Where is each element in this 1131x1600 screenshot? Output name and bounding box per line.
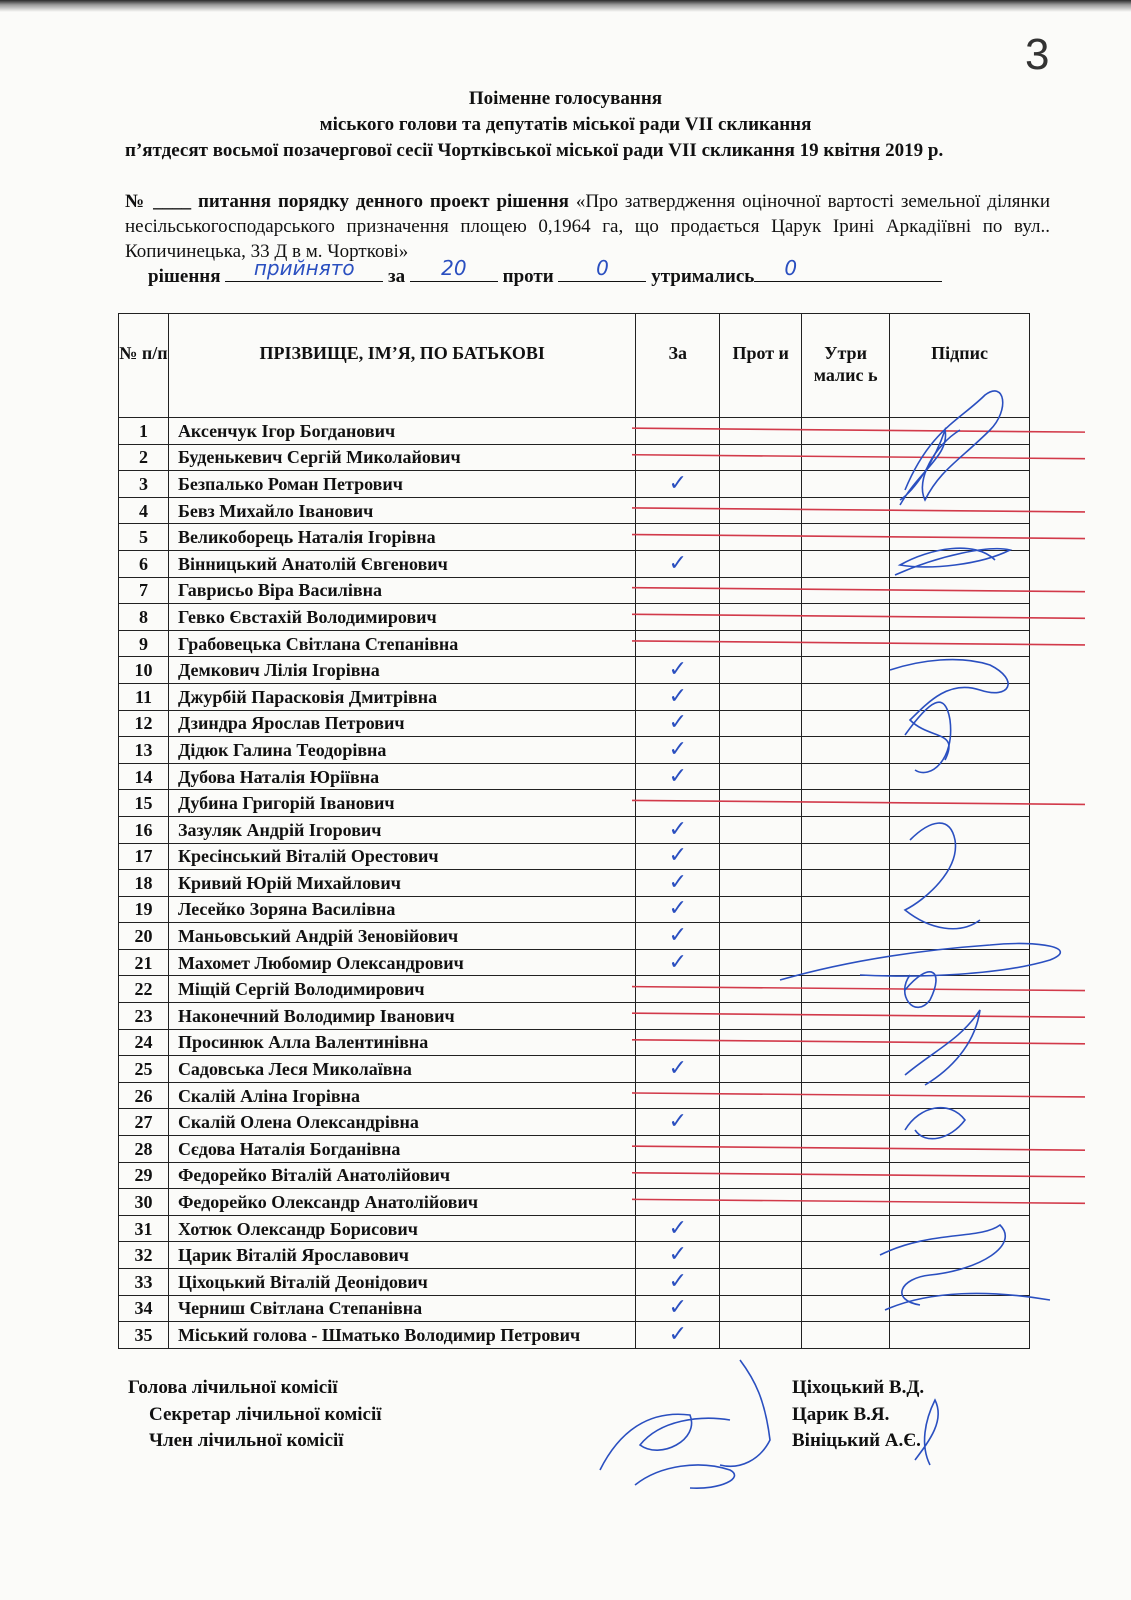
- deputy-name: Царик Віталій Ярославович: [168, 1242, 635, 1269]
- row-number: 23: [119, 1003, 169, 1030]
- vote-for-cell: [636, 604, 720, 631]
- vote-for-cell: ✓: [636, 737, 720, 764]
- signature-cell: [890, 524, 1030, 551]
- row-number: 1: [119, 418, 169, 445]
- row-number: 14: [119, 763, 169, 790]
- signature-cell: [890, 1322, 1030, 1349]
- abstain-count: 0: [784, 256, 798, 280]
- vote-abstain-cell: [802, 976, 890, 1003]
- table-row: [119, 870, 1030, 897]
- row-number: 12: [119, 710, 169, 737]
- table-row: [119, 418, 1030, 445]
- page-number: 3: [1025, 30, 1050, 79]
- vote-against-cell: [720, 976, 802, 1003]
- row-number: 20: [119, 923, 169, 950]
- table-row: [119, 1003, 1030, 1030]
- row-number: 13: [119, 737, 169, 764]
- vote-against-cell: [720, 1082, 802, 1109]
- table-row: [119, 471, 1030, 498]
- table-row: [119, 1029, 1030, 1056]
- vote-against-cell: [720, 524, 802, 551]
- vote-abstain-cell: [802, 790, 890, 817]
- vote-abstain-cell: [802, 1215, 890, 1242]
- signature-cell: [890, 577, 1030, 604]
- deputy-name: Дзиндра Ярослав Петрович: [168, 710, 635, 737]
- vote-abstain-cell: [802, 763, 890, 790]
- row-number: 34: [119, 1295, 169, 1322]
- deputy-name: Гаврисьо Віра Василівна: [168, 577, 635, 604]
- table-row: [119, 550, 1030, 577]
- signature-cell: [890, 790, 1030, 817]
- signature-cell: [890, 1162, 1030, 1189]
- row-number: 27: [119, 1109, 169, 1136]
- vote-against-cell: [720, 1215, 802, 1242]
- session-line: п’ятдесят восьмої позачергової сесії Чортківської міської ради VII скликання 19 квітня 2019 р.: [125, 140, 944, 161]
- vote-against-cell: [720, 471, 802, 498]
- footer-signature-1: [600, 1414, 730, 1470]
- vote-against-cell: [720, 737, 802, 764]
- signature-cell: [890, 471, 1030, 498]
- vote-for-cell: ✓: [636, 1242, 720, 1269]
- vote-against-cell: [720, 790, 802, 817]
- deputy-name: Міщій Сергій Володимирович: [168, 976, 635, 1003]
- vote-against-cell: [720, 1295, 802, 1322]
- vote-against-cell: [720, 1029, 802, 1056]
- table-row: [119, 763, 1030, 790]
- vote-against-cell: [720, 843, 802, 870]
- signature-cell: [890, 497, 1030, 524]
- vote-for-cell: [636, 630, 720, 657]
- vote-for-cell: [636, 1162, 720, 1189]
- vote-against-cell: [720, 816, 802, 843]
- vote-abstain-cell: [802, 870, 890, 897]
- vote-for-cell: ✓: [636, 1322, 720, 1349]
- vote-abstain-cell: [802, 843, 890, 870]
- vote-against-cell: [720, 896, 802, 923]
- vote-abstain-cell: [802, 1056, 890, 1083]
- table-row: [119, 710, 1030, 737]
- vote-against-cell: [720, 1242, 802, 1269]
- signature-cell: [890, 1082, 1030, 1109]
- deputy-name: Хотюк Олександр Борисович: [168, 1215, 635, 1242]
- row-number: 21: [119, 949, 169, 976]
- vote-abstain-cell: [802, 550, 890, 577]
- vote-for-cell: ✓: [636, 657, 720, 684]
- decision-line: [148, 256, 1028, 288]
- chair-label: Голова лічильної комісії: [128, 1377, 338, 1398]
- vote-for-cell: [636, 524, 720, 551]
- deputy-name: Дубова Наталія Юріївна: [168, 763, 635, 790]
- deputy-name: Грабовецька Світлана Степанівна: [168, 630, 635, 657]
- vote-against-cell: [720, 870, 802, 897]
- row-number: 8: [119, 604, 169, 631]
- vote-for-cell: ✓: [636, 843, 720, 870]
- header-name: ПРІЗВИЩЕ, ІМ’Я, ПО БАТЬКОВІ: [168, 314, 635, 418]
- voting-table: [118, 313, 1030, 1349]
- secretary-label: Секретар лічильної комісії: [149, 1404, 382, 1425]
- signature-cell: [890, 550, 1030, 577]
- vote-against-cell: [720, 1109, 802, 1136]
- vote-against-cell: [720, 604, 802, 631]
- deputy-name: Федорейко Віталій Анатолійович: [168, 1162, 635, 1189]
- against-label: проти: [502, 266, 554, 287]
- signature-cell: [890, 1136, 1030, 1163]
- table-row: [119, 577, 1030, 604]
- header-against: Прот и: [720, 314, 802, 418]
- deputy-name: Бевз Михайло Іванович: [168, 497, 635, 524]
- row-number: 15: [119, 790, 169, 817]
- table-row: [119, 896, 1030, 923]
- vote-against-cell: [720, 550, 802, 577]
- vote-abstain-cell: [802, 710, 890, 737]
- vote-abstain-cell: [802, 471, 890, 498]
- vote-abstain-cell: [802, 737, 890, 764]
- table-row: [119, 923, 1030, 950]
- row-number: 11: [119, 683, 169, 710]
- vote-against-cell: [720, 1056, 802, 1083]
- vote-abstain-cell: [802, 949, 890, 976]
- row-number: 2: [119, 444, 169, 471]
- deputy-name: Садовська Леся Миколаївна: [168, 1056, 635, 1083]
- row-number: 35: [119, 1322, 169, 1349]
- row-number: 30: [119, 1189, 169, 1216]
- deputy-name: Наконечний Володимир Іванович: [168, 1003, 635, 1030]
- vote-abstain-cell: [802, 1136, 890, 1163]
- table-row: [119, 524, 1030, 551]
- vote-for-cell: ✓: [636, 1295, 720, 1322]
- vote-against-cell: [720, 1322, 802, 1349]
- vote-for-cell: [636, 976, 720, 1003]
- vote-abstain-cell: [802, 1295, 890, 1322]
- vote-against-cell: [720, 1269, 802, 1296]
- deputy-name: Гевко Євстахій Володимирович: [168, 604, 635, 631]
- agenda-text: «Про затвердження оціночної вартості земельної ділянки несільськогосподарського призначення площею 0,1964 га, що продається Царук Ірині Аркадіївні по вул.. Копичинецька, 33 Д в м. Чорткові»: [125, 191, 1051, 262]
- secretary-name: Царик В.Я.: [792, 1404, 890, 1425]
- member-name: Вініцький А.Є.: [792, 1430, 921, 1451]
- table-row: [119, 976, 1030, 1003]
- table-row: [119, 497, 1030, 524]
- vote-for-cell: ✓: [636, 1109, 720, 1136]
- vote-abstain-cell: [802, 604, 890, 631]
- agenda-item: [125, 189, 1050, 264]
- row-number: 18: [119, 870, 169, 897]
- table-row: [119, 1295, 1030, 1322]
- row-number: 3: [119, 471, 169, 498]
- signature-cell: [890, 976, 1030, 1003]
- row-number: 7: [119, 577, 169, 604]
- vote-for-cell: ✓: [636, 923, 720, 950]
- deputy-name: Зазуляк Андрій Ігорович: [168, 816, 635, 843]
- vote-against-cell: [720, 1136, 802, 1163]
- vote-for-cell: ✓: [636, 870, 720, 897]
- vote-abstain-cell: [802, 1109, 890, 1136]
- against-count: 0: [596, 256, 609, 280]
- vote-for-cell: ✓: [636, 1215, 720, 1242]
- row-number: 32: [119, 1242, 169, 1269]
- row-number: 24: [119, 1029, 169, 1056]
- signature-cell: [890, 710, 1030, 737]
- deputy-name: Скалій Олена Олександрівна: [168, 1109, 635, 1136]
- vote-against-cell: [720, 630, 802, 657]
- table-row: [119, 1189, 1030, 1216]
- signature-cell: [890, 896, 1030, 923]
- vote-abstain-cell: [802, 497, 890, 524]
- row-number: 9: [119, 630, 169, 657]
- deputy-name: Лесейко Зоряна Василівна: [168, 896, 635, 923]
- vote-for-cell: [636, 1082, 720, 1109]
- table-row: [119, 737, 1030, 764]
- footer-signature-2: [635, 1465, 734, 1488]
- deputy-name: Аксенчук Ігор Богданович: [168, 418, 635, 445]
- table-row: [119, 683, 1030, 710]
- vote-for-cell: [636, 497, 720, 524]
- vote-for-cell: [636, 1189, 720, 1216]
- vote-for-cell: [636, 577, 720, 604]
- chair-name: Ціхоцький В.Д.: [792, 1377, 925, 1398]
- signature-cell: [890, 1242, 1030, 1269]
- vote-against-cell: [720, 949, 802, 976]
- deputy-name: Великоборець Наталія Ігорівна: [168, 524, 635, 551]
- row-number: 6: [119, 550, 169, 577]
- signature-cell: [890, 1109, 1030, 1136]
- document-subtitle: міського голови та депутатів міської ради VII скликання: [319, 114, 812, 135]
- vote-for-cell: ✓: [636, 816, 720, 843]
- table-row: [119, 1056, 1030, 1083]
- vote-abstain-cell: [802, 524, 890, 551]
- vote-for-cell: ✓: [636, 550, 720, 577]
- vote-abstain-cell: [802, 1029, 890, 1056]
- vote-for-cell: ✓: [636, 471, 720, 498]
- table-row: [119, 1082, 1030, 1109]
- table-row: [119, 1136, 1030, 1163]
- signature-cell: [890, 1003, 1030, 1030]
- vote-against-cell: [720, 1003, 802, 1030]
- signature-cell: [890, 1295, 1030, 1322]
- row-number: 16: [119, 816, 169, 843]
- table-row: [119, 1322, 1030, 1349]
- vote-abstain-cell: [802, 1269, 890, 1296]
- table-row: [119, 630, 1030, 657]
- deputy-name: Безпалько Роман Петрович: [168, 471, 635, 498]
- for-label: за: [388, 266, 406, 287]
- vote-abstain-cell: [802, 816, 890, 843]
- vote-against-cell: [720, 418, 802, 445]
- signature-cell: [890, 683, 1030, 710]
- vote-for-cell: [636, 1136, 720, 1163]
- vote-for-cell: [636, 1029, 720, 1056]
- table-row: [119, 1242, 1030, 1269]
- vote-for-cell: [636, 790, 720, 817]
- row-number: 29: [119, 1162, 169, 1189]
- table-row: [119, 444, 1030, 471]
- vote-abstain-cell: [802, 1189, 890, 1216]
- vote-for-cell: [636, 444, 720, 471]
- member-label: Член лічильної комісії: [149, 1430, 344, 1451]
- signature-cell: [890, 1189, 1030, 1216]
- deputy-name: Черниш Світлана Степанівна: [168, 1295, 635, 1322]
- table-row: [119, 1162, 1030, 1189]
- vote-abstain-cell: [802, 630, 890, 657]
- signature-cell: [890, 657, 1030, 684]
- vote-abstain-cell: [802, 418, 890, 445]
- vote-for-cell: ✓: [636, 896, 720, 923]
- deputy-name: Скалій Аліна Ігорівна: [168, 1082, 635, 1109]
- vote-for-cell: ✓: [636, 949, 720, 976]
- row-number: 5: [119, 524, 169, 551]
- signature-cell: [890, 923, 1030, 950]
- signature-cell: [890, 444, 1030, 471]
- deputy-name: Кресінський Віталій Орестович: [168, 843, 635, 870]
- deputy-name: Демкович Лілія Ігорівна: [168, 657, 635, 684]
- vote-for-cell: ✓: [636, 1269, 720, 1296]
- table-row: [119, 1109, 1030, 1136]
- row-number: 25: [119, 1056, 169, 1083]
- abstain-label: утримались: [651, 266, 755, 287]
- deputy-name: Кривий Юрій Михайлович: [168, 870, 635, 897]
- deputy-name: Федорейко Олександр Анатолійович: [168, 1189, 635, 1216]
- row-number: 17: [119, 843, 169, 870]
- table-row: [119, 843, 1030, 870]
- signature-cell: [890, 1215, 1030, 1242]
- signature-cell: [890, 630, 1030, 657]
- row-number: 33: [119, 1269, 169, 1296]
- decision-value: прийнято: [253, 256, 355, 280]
- vote-against-cell: [720, 1162, 802, 1189]
- header-abstain: Утри малис ь: [802, 314, 890, 418]
- vote-against-cell: [720, 577, 802, 604]
- signature-cell: [890, 1029, 1030, 1056]
- signature-cell: [890, 843, 1030, 870]
- deputy-name: Міський голова - Шматько Володимир Петрович: [168, 1322, 635, 1349]
- for-count: 20: [441, 256, 467, 280]
- vote-for-cell: [636, 418, 720, 445]
- deputy-name: Буденькевич Сергій Миколайович: [168, 444, 635, 471]
- decision-label: рішення: [148, 266, 221, 287]
- vote-for-cell: [636, 1003, 720, 1030]
- deputy-name: Джурбій Парасковія Дмитрівна: [168, 683, 635, 710]
- document-title: Поіменне голосування: [468, 88, 663, 109]
- vote-for-cell: ✓: [636, 683, 720, 710]
- vote-against-cell: [720, 1189, 802, 1216]
- table-row: [119, 816, 1030, 843]
- table-row: [119, 1215, 1030, 1242]
- vote-abstain-cell: [802, 896, 890, 923]
- vote-abstain-cell: [802, 923, 890, 950]
- table-row: [119, 1269, 1030, 1296]
- header-num: № п/п: [119, 314, 169, 418]
- signature-cell: [890, 1269, 1030, 1296]
- vote-against-cell: [720, 683, 802, 710]
- vote-abstain-cell: [802, 1082, 890, 1109]
- vote-abstain-cell: [802, 1322, 890, 1349]
- signature-cell: [890, 870, 1030, 897]
- deputy-name: Ціхоцький Віталій Деонідович: [168, 1269, 635, 1296]
- signature-cell: [890, 737, 1030, 764]
- deputy-name: Дубина Григорій Іванович: [168, 790, 635, 817]
- vote-against-cell: [720, 497, 802, 524]
- deputy-name: Дідюк Галина Теодорівна: [168, 737, 635, 764]
- deputy-name: Просинюк Алла Валентинівна: [168, 1029, 635, 1056]
- signature-cell: [890, 816, 1030, 843]
- vote-abstain-cell: [802, 444, 890, 471]
- table-row: [119, 949, 1030, 976]
- row-number: 31: [119, 1215, 169, 1242]
- vote-for-cell: ✓: [636, 763, 720, 790]
- signature-cell: [890, 949, 1030, 976]
- header-for: За: [636, 314, 720, 418]
- signature-cell: [890, 418, 1030, 445]
- vote-against-cell: [720, 923, 802, 950]
- vote-against-cell: [720, 657, 802, 684]
- table-row: [119, 604, 1030, 631]
- row-number: 19: [119, 896, 169, 923]
- row-number: 28: [119, 1136, 169, 1163]
- deputy-name: Маньовський Андрій Зеновійович: [168, 923, 635, 950]
- signature-cell: [890, 763, 1030, 790]
- vote-for-cell: ✓: [636, 1056, 720, 1083]
- deputy-name: Сєдова Наталія Богданівна: [168, 1136, 635, 1163]
- vote-abstain-cell: [802, 1003, 890, 1030]
- row-number: 22: [119, 976, 169, 1003]
- row-number: 26: [119, 1082, 169, 1109]
- header-signature: Підпис: [890, 314, 1030, 418]
- vote-against-cell: [720, 710, 802, 737]
- vote-abstain-cell: [802, 657, 890, 684]
- vote-against-cell: [720, 763, 802, 790]
- vote-abstain-cell: [802, 1162, 890, 1189]
- vote-against-cell: [720, 444, 802, 471]
- vote-abstain-cell: [802, 683, 890, 710]
- scan-edge-shadow: [0, 0, 1131, 12]
- table-row: [119, 657, 1030, 684]
- deputy-name: Вінницький Анатолій Євгенович: [168, 550, 635, 577]
- vote-abstain-cell: [802, 1242, 890, 1269]
- agenda-prefix: № ____ питання порядку денного проект рішення: [125, 191, 569, 212]
- footer-signature-3: [720, 1360, 770, 1466]
- row-number: 10: [119, 657, 169, 684]
- signature-cell: [890, 1056, 1030, 1083]
- vote-abstain-cell: [802, 577, 890, 604]
- row-number: 4: [119, 497, 169, 524]
- vote-for-cell: ✓: [636, 710, 720, 737]
- deputy-name: Махомет Любомир Олександрович: [168, 949, 635, 976]
- signature-cell: [890, 604, 1030, 631]
- table-row: [119, 790, 1030, 817]
